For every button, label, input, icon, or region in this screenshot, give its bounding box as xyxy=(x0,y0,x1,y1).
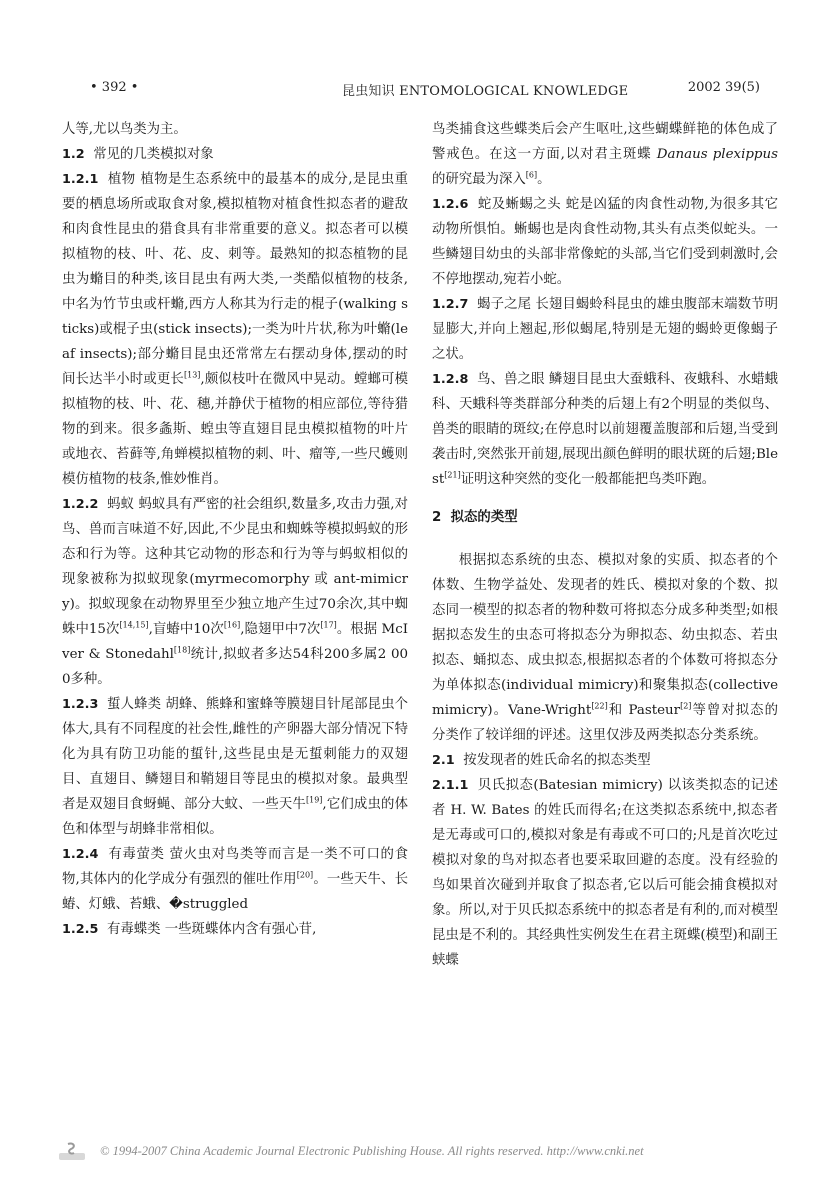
subsection-1-2-4 xyxy=(62,842,408,917)
subsection-1-2-3 xyxy=(62,692,408,842)
section-heading-2-1 xyxy=(432,748,778,773)
subsection-1-2-5 xyxy=(62,917,408,942)
subsection-number: 2.1.1 xyxy=(432,778,469,793)
paragraph-text: 蜇人蜂类 胡蜂、熊蜂和蜜蜂等膜翅目针尾部昆虫个体大,具有不同程度的社会性,雌性的产卵器大部分情况下特化为具有防卫功能的蜇针,这些昆虫是无蜇刺能力的双翅目、直翅目、鳞翅目和鞘翅目等昆虫的模拟对象。最典型者是双翅目食蚜蝇、部分大蚊、一些天牛 xyxy=(62,697,408,812)
paragraph-text: 贝氏拟态(Batesian mimicry) 以该类拟态的记述者 H. W. Bates 的姓氏而得名;在这类拟态系统中,拟态者是无毒或可口的,模拟对象是有毒或不可口的;凡是首次吃过模拟对象的鸟对拟态者也要采取回避的态度。没有经验的鸟如果首次碰到并取食了拟态者,它以后可能会捕食模拟对象。所以,对于贝氏拟态系统中的拟态者是有利的,而对模型昆虫是不利的。其经典性实例发生在君主斑蝶(模型)和副王蛱蝶 xyxy=(432,778,779,968)
cnki-logo-icon xyxy=(58,1140,86,1162)
species-name: Danaus plexippus xyxy=(656,147,778,162)
paragraph-text: 蚂蚁 蚂蚁具有严密的社会组织,数量多,攻击力强,对鸟、兽而言味道不好,因此,不少昆虫和蜘蛛等模拟蚂蚁的形态和行为等。这种其它动物的形态和行为等与蚂蚁相似的现象被称为拟蚁现象(myrmecomorphy 或 ant-mimicry)。拟蚁现象在动物界里至少独立地产生过70余次,其中蜘蛛中15次 xyxy=(62,497,408,637)
paragraph-text: 鸟、兽之眼 鳞翅目昆虫大蚕蛾科、夜蛾科、水蜡蛾科、天蛾科等类群部分种类的后翅上有2个明显的类似鸟、兽类的眼睛的斑纹;在停息时以前翅覆盖腹部和后翅,当受到袭击时,突然张开前翅,展现出颜色鲜明的眼状斑的后翅;Blest xyxy=(432,372,778,487)
subsection-1-2-8 xyxy=(432,367,778,492)
citation: [6] xyxy=(525,170,538,180)
subsection-2-1-1 xyxy=(432,773,778,973)
citation: [22] xyxy=(591,701,608,711)
paragraph-text: 统计,拟蚁者多达54科200多属2 000多种。 xyxy=(62,647,409,687)
section-title: 拟态的类型 xyxy=(450,510,518,525)
paragraph-text: 证明这种突然的变化一般都能把鸟类吓跑。 xyxy=(460,472,716,487)
paragraph xyxy=(432,117,778,192)
journal-title: 昆虫知识 ENTOMOLOGICAL KNOWLEDGE xyxy=(342,84,629,99)
paragraph-text: 蝎子之尾 长翅目蝎蛉科昆虫的雄虫腹部末端数节明显膨大,并向上翘起,形似蝎尾,特别是无翅的蝎蛉更像蝎子之状。 xyxy=(432,297,778,362)
section-title: 常见的几类模拟对象 xyxy=(93,147,214,162)
citation: [13] xyxy=(184,370,201,380)
paragraph: 人等,尤以鸟类为主。 xyxy=(62,122,187,137)
page-header xyxy=(90,80,760,102)
subsection-number: 1.2.5 xyxy=(62,922,99,937)
section-number: 2 xyxy=(432,510,442,525)
section-title: 按发现者的姓氏命名的拟态类型 xyxy=(463,753,651,768)
citation: [20] xyxy=(296,870,314,880)
paragraph-text: ,盲蝽中10次 xyxy=(148,622,224,637)
subsection-number: 1.2.6 xyxy=(432,197,469,212)
page-footer xyxy=(58,1140,792,1164)
citation: [21] xyxy=(444,470,461,480)
subsection-number: 1.2.7 xyxy=(432,297,469,312)
paragraph-text: 。 xyxy=(537,172,551,187)
paragraph-text: 根据拟态系统的虫态、模拟对象的实质、拟态者的个体数、生物学益处、发现者的姓氏、模拟对象的个数、拟态同一模型的拟态者的物种数可将拟态分成多种类型;如根据拟态发生的虫态可将拟态分为卵拟态、幼虫拟态、若虫拟态、蛹拟态、成虫拟态,根据拟态者的个体数可将拟态分为单体拟态(individual mimicry)和聚集拟态(collective mimicry)。Vane-Wright xyxy=(432,553,778,718)
section-number: 1.2 xyxy=(62,147,85,162)
subsection-1-2-6 xyxy=(432,192,778,292)
paragraph-text: 的研究最为深入 xyxy=(432,172,526,187)
citation: [18] xyxy=(173,645,191,655)
paragraph-text: 鸟类捕食这些蝶类后会产生呕吐,这些蝴蝶鲜艳的体色成了警戒色。在这一方面,以对君主斑蝶 xyxy=(432,122,778,162)
citation: [14,15] xyxy=(119,620,149,630)
paragraph-text: 和 Pasteur xyxy=(607,703,681,718)
paragraph-text: ,隐翅甲中7次 xyxy=(240,622,321,637)
right-column xyxy=(432,117,778,973)
paragraph-text: 蛇及蜥蜴之头 蛇是凶猛的肉食性动物,为很多其它动物所惧怕。蜥蜴也是肉食性动物,其头有点类似蛇头。一些鳞翅目幼虫的头部非常像蛇的头部,当它们受到刺激时,会不停地摆动,宛若小蛇。 xyxy=(432,197,779,287)
subsection-1-2-7 xyxy=(432,292,778,367)
paragraph-text: ,它们成虫的体色和体型与胡蜂非常相似。 xyxy=(62,797,408,837)
paragraph-text: 等曾对拟态的分类作了较详细的评述。这里仅涉及两类拟态分类系统。 xyxy=(432,703,779,743)
paragraph-text: 有毒蝶类 一些斑蝶体内含有强心苷, xyxy=(106,922,317,937)
subsection-1-2-1 xyxy=(62,167,408,492)
paragraph-text: 。根据 McIver & Stonedahl xyxy=(62,622,409,662)
citation: [2] xyxy=(680,701,692,711)
citation: [16] xyxy=(223,620,241,630)
citation: [19] xyxy=(305,795,323,805)
section-number: 2.1 xyxy=(432,753,455,768)
section-heading-2 xyxy=(432,505,778,530)
subsection-number: 1.2.1 xyxy=(62,172,99,187)
left-column xyxy=(62,117,408,942)
subsection-number: 1.2.3 xyxy=(62,697,99,712)
page-number: • 392 • xyxy=(90,80,139,95)
volume-issue: 2002 39(5) xyxy=(687,80,760,95)
section-2-paragraph xyxy=(432,548,778,748)
subsection-1-2-2 xyxy=(62,492,408,692)
paragraph-text: 。一些天牛、长蝽、灯蛾、苔蛾、�struggled xyxy=(62,872,408,912)
copyright-notice: © 1994-2007 China Academic Journal Electronic Publishing House. All rights reserved. http://www.cnki.net xyxy=(100,1144,644,1158)
citation: [17] xyxy=(320,620,337,630)
subsection-number: 1.2.4 xyxy=(62,847,99,862)
paragraph-text: 有毒萤类 萤火虫对鸟类等而言是一类不可口的食物,其体内的化学成分有强烈的催吐作用 xyxy=(62,847,408,887)
paragraph-text: 植物 植物是生态系统中的最基本的成分,是昆虫重要的栖息场所或取食对象,模拟植物对植食性拟态者的避敌和肉食性昆虫的猎食具有非常重要的意义。拟态者可以模拟植物的枝、叶、花、皮、刺等。最熟知的拟态植物的昆虫为䗛目的种类,该目昆虫有两大类,一类酷似植物的枝条,中名为竹节虫或杆䗛,西方人称其为行走的棍子(walking sticks)或棍子虫(stick insects);一类为叶片状,称为叶䗛(leaf insects);部分䗛目昆虫还常常左右摆动身体,摆动的时间长达半小时或更长 xyxy=(62,172,409,387)
section-heading-1-2 xyxy=(62,142,408,167)
subsection-number: 1.2.8 xyxy=(432,372,469,387)
paragraph-text: ,颇似枝叶在微风中晃动。螳螂可模拟植物的枝、叶、花、穗,并静伏于植物的相应部位,等待猎物的到来。很多螽斯、蝗虫等直翅目昆虫模拟植物的叶片或地衣、苔藓等,角蝉模拟植物的刺、叶、瘤等,一些尺蠖则模仿植物的枝条,惟妙惟肖。 xyxy=(62,372,408,487)
subsection-number: 1.2.2 xyxy=(62,497,99,512)
